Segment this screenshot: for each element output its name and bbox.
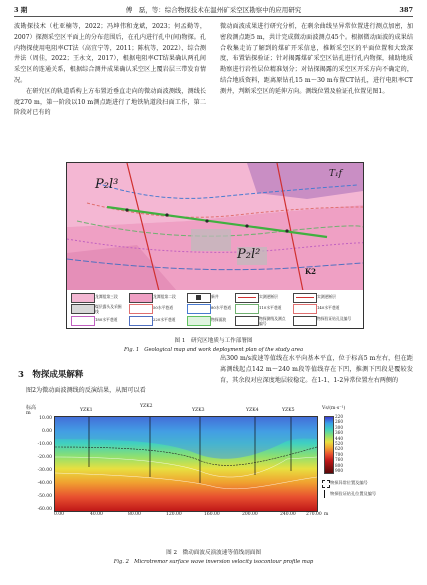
legend-label: 180水平巷道	[95, 317, 118, 322]
borehole-label-yzk4: YZK4	[246, 408, 259, 413]
left-paragraph-1: 波勘探技术（杜亚楠等，2022；冯坤伟和龙斌，2023；何孟勤等，2007）探测采空区平面上的分布范围后，在孔内进行孔中(间)物探。孔内物探使用电阻率CT法（高宜宁等，2011；陈杭等，2022）、综合测井法（周佳，2022；王永文，2017），根据电阻率CT结果确认两孔间采空区的连通关系，根据综合测井成果确认采空区上覆岩层三带发育情况。	[14, 23, 206, 84]
y-tick: -20.00	[37, 455, 52, 460]
colorbar-tick: 220	[335, 414, 343, 419]
right-column-text	[220, 22, 413, 98]
right-paragraph-1: 微动面波成果进行研究分析，在剩余曲线呈异常位置进行测点加密，加密段测点距5 m，共计完成微动面波测点45个。根据微动面波的成果结合收集走访了解到的煤矿开采信息，推断采空区的平面位置和大致深度，布置钻探验证；针对揭露煤矿采空区钻孔进行孔内物探，辅助地质勘察进行岩性层位精准划分；对钻探揭露的采空区开采方向不确定的，结合地质资料，距离原钻孔15 m～30 m布置CT钻孔，进行电阻率CT测井，判断采空区的延伸方向。测线位置及验证孔位置见图1。	[220, 23, 413, 95]
y-tick: 10.00	[39, 416, 52, 421]
running-header	[14, 4, 413, 17]
legend-swatch-level50	[129, 304, 153, 314]
legend-swatch-level140	[293, 304, 317, 314]
y-tick: 0.00	[41, 429, 52, 434]
x-tick: 240.00	[280, 512, 296, 517]
legend-label: 新井	[211, 294, 219, 299]
legend-swatch-p2l2	[129, 293, 153, 303]
x-tick: 270.00	[306, 512, 322, 517]
borehole-legend-label: 物探验证钻孔位置及编号	[330, 491, 377, 496]
colorbar-tick-labels	[335, 414, 355, 474]
y-tick-labels	[28, 416, 52, 516]
colorbar	[324, 416, 334, 474]
stratum-label-p2l3: P₂l³	[95, 177, 119, 192]
anomaly-legend-label: 物探异常位置及编号	[330, 480, 368, 485]
legend-label: 110水平巷道	[259, 305, 282, 310]
legend-swatch-survey	[187, 316, 211, 326]
velocity-profile-figure	[24, 402, 404, 526]
legend-swatch-fault-2	[293, 293, 317, 303]
colorbar-tick: 760	[335, 457, 343, 463]
x-tick: 120.00	[166, 512, 182, 517]
stratum-label-t1f: T₁f	[329, 169, 342, 179]
contour-plot-svg	[55, 417, 317, 511]
legend-swatch-level220	[129, 316, 153, 326]
running-title: 傅 磊，等：综合物探技术在温州矿采空区勘察中的应用研究	[125, 6, 302, 14]
colorbar-tick: 900	[335, 468, 343, 473]
legend-label: 80水平巷道	[211, 305, 232, 310]
contour-plot	[54, 416, 318, 512]
legend-label: 220水平巷道	[153, 317, 176, 322]
legend-label: 实测逆断层	[317, 294, 336, 299]
y-axis-unit: m	[26, 410, 31, 416]
legend-swatch-level180	[71, 316, 95, 326]
legend-swatch-fault	[235, 293, 259, 303]
colorbar-tick: 520	[335, 441, 343, 446]
x-tick: 80.00	[128, 512, 141, 517]
figure2-caption-cn: 图 2 微动面波反演波速等值线剖面图	[166, 550, 261, 556]
legend-swatch-line	[235, 316, 259, 326]
colorbar-title: Vs/(m·s⁻¹)	[322, 406, 346, 411]
legend-label: 龙潭组第二段	[153, 294, 176, 299]
page-number: 387	[399, 6, 413, 14]
colorbar-tick: 620	[335, 446, 343, 452]
legend-swatch-level80	[187, 304, 211, 314]
y-tick: -10.00	[37, 442, 52, 447]
figure2-caption-en: Fig. 2 Microtremor surface wave inversion velocity isocontour profile map	[113, 559, 314, 565]
section-heading: 3 物探成果解释	[18, 370, 84, 380]
x-tick: 200.00	[242, 512, 258, 517]
section3-right-paragraph: 出300 m/s波速等值线在水平向基本平直，位于标高5 m左右，但在距离测线起点142 m～240 m段等值线存在下凹，推测下凹段是覆较发育，其余段对应深度地层较稳定。在1-1、1-2异常位置左右两侧的	[220, 355, 413, 384]
borehole-label-yzk5: YZK5	[282, 408, 295, 413]
legend-label: 实测逆断层	[259, 294, 278, 299]
y-tick: -30.00	[37, 468, 52, 473]
legend-label: 煤层露头及采掘线	[95, 304, 122, 314]
legend-label: 140水平巷道	[317, 305, 340, 310]
legend-swatch-outcrop	[71, 304, 95, 314]
colorbar-tick: 360	[335, 430, 343, 436]
legend-swatch-level110	[235, 304, 259, 314]
legend-swatch-shaft	[187, 293, 211, 303]
colorbar-tick: 260	[335, 419, 343, 425]
colorbar-tick: 440	[335, 435, 343, 441]
colorbar-tick: 700	[335, 451, 343, 457]
y-tick: -40.00	[37, 481, 52, 486]
y-tick: -50.00	[37, 494, 52, 499]
section3-left-text	[14, 386, 206, 397]
legend-label: 50水平巷道	[153, 305, 174, 310]
figure1-caption-cn: 图 1 研究区地质与工作部署图	[174, 338, 253, 344]
borehole-label-yzk2: YZK2	[140, 404, 153, 409]
legend-swatch-borehole	[293, 316, 317, 326]
x-tick: 160.00	[204, 512, 220, 517]
anomaly-legend-symbol	[322, 480, 330, 488]
legend-label: 物探面波	[211, 317, 227, 322]
section3-left-paragraph: 图2为微动面波测线的反演结果，从图可以看	[26, 387, 146, 394]
left-paragraph-2: 在研究区的轨道盾构上方布置近垂直走向的微动面波测线，测线长度270 m，第一阶段以10 m测点距进行了地铁轨道段扫面工作，第二阶段对已有的	[14, 87, 206, 117]
y-axis-title: 标高	[26, 405, 37, 411]
borehole-legend-symbol	[324, 490, 325, 498]
left-column-text	[14, 22, 206, 119]
colorbar-tick: 300	[335, 424, 343, 430]
x-axis-unit: m	[324, 512, 329, 517]
legend-label: 物探测线及测点编号	[259, 316, 286, 326]
x-tick-labels	[54, 512, 329, 520]
geological-map	[66, 162, 364, 292]
borehole-label-yzk3: YZK3	[192, 408, 205, 413]
legend-label: 物探验证钻孔及编号	[317, 316, 352, 321]
legend-label: 龙潭组第三段	[95, 294, 118, 299]
borehole-label-yzk1: YZK1	[80, 408, 93, 413]
issue-number: 3 期	[14, 6, 28, 14]
section3-right-text	[220, 354, 413, 386]
y-tick: -60.00	[37, 507, 52, 512]
fault-label-k2: K2	[305, 267, 316, 276]
x-tick: 40.00	[90, 512, 103, 517]
colorbar-tick: 800	[335, 462, 343, 468]
legend-swatch-p2l3	[71, 293, 95, 303]
stratum-label-p2l2: P₂l²	[237, 247, 261, 262]
figure1-legend	[66, 290, 364, 329]
x-tick: 0.00	[54, 512, 65, 517]
figure1-caption-en: Fig. 1 Geological map and work deployment plan of the study area	[123, 347, 304, 353]
